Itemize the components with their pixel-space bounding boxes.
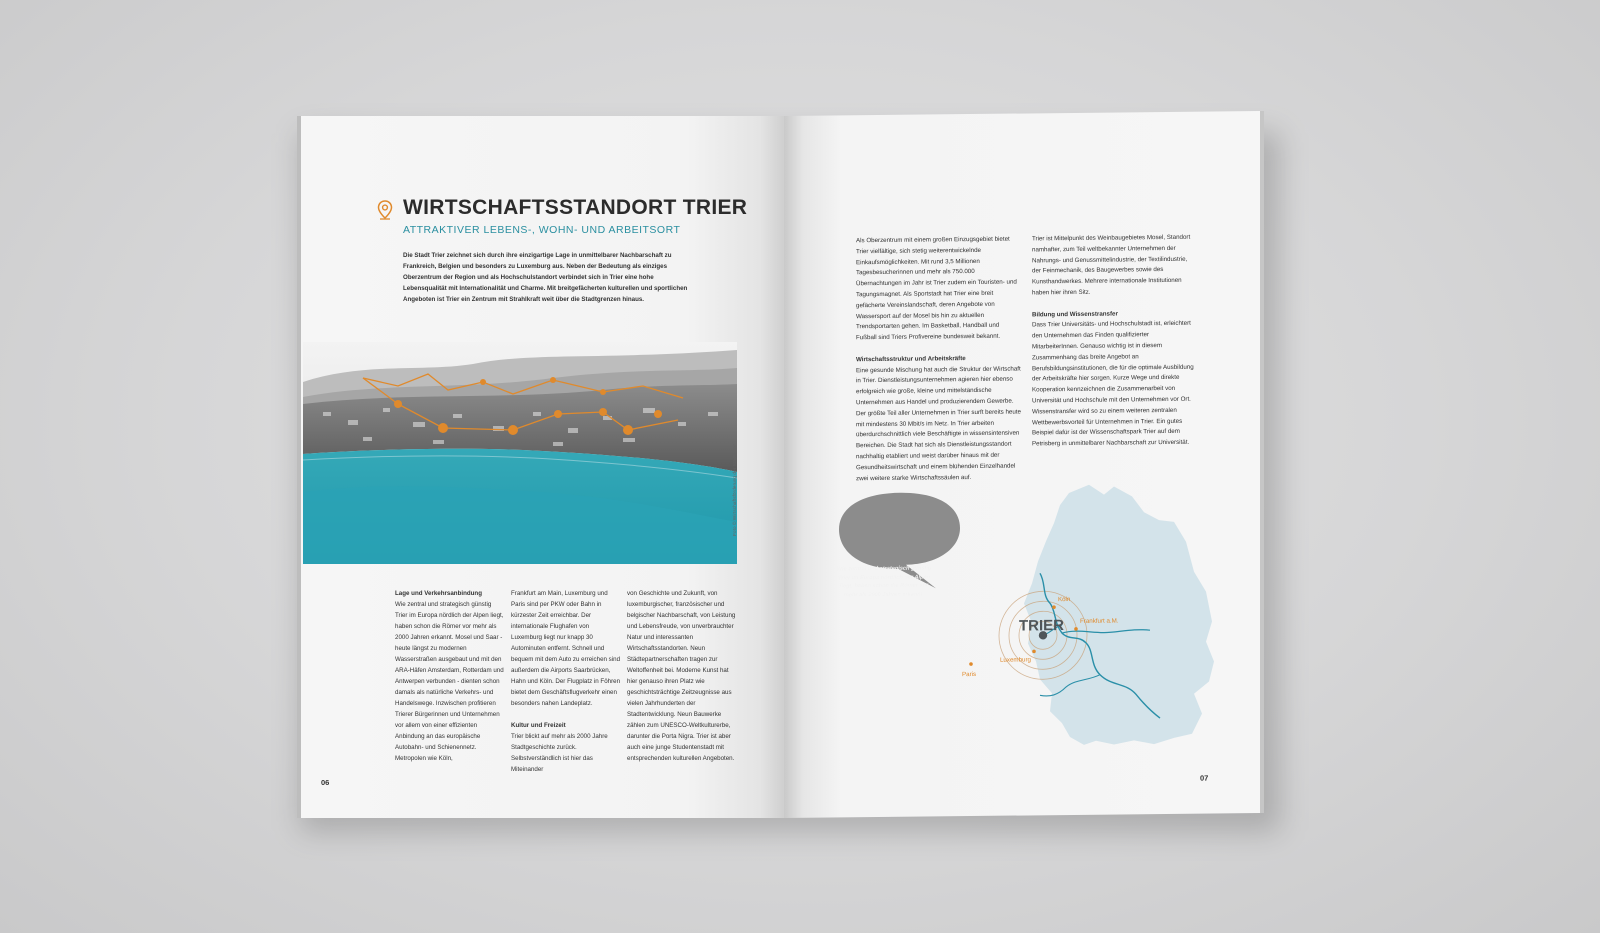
body-text: Eine gesunde Mischung hat auch die Struktur der Wirtschaft in Trier. Dienstleistungsunternehmen agieren hier ebenso erfolgreich wie große, kleine und mittelständische Unternehmen aus Handel und produzierendem Gewerbe. Der größte Teil aller Unternehmen in Trier surft bereits heute mit mindestens 30 Mbit/s im Netz. In Trier arbeiten überdurchschnittlich viele Beschäftigte in wissensintensiven Bereichen. Die Stadt hat sich als Dienstleistungsstandort nachhaltig etabliert und weist darüber hinaus mit der Gesundheitswirtschaft und einem blühenden Einzelhandel zwei weitere starke Wirtschaftssäulen auf. xyxy=(856,365,1021,482)
body-text: Frankfurt am Main, Luxemburg und Paris sind per PKW oder Bahn in kürzester Zeit erreichbar. Der internationale Flughafen von Luxemburg liegt nur knapp 30 Autominuten entfernt. Schnell und bequem mit dem Auto zu erreichen sind außerdem die Airports Saarbrücken, Hahn und Köln. Der Flugplatz in Föhren bietet dem Geschäftsflugverkehr einen besonders nahen Landeplatz. xyxy=(511,590,621,707)
section-heading: Lage und Verkehrsanbindung xyxy=(395,590,482,597)
germany-shape xyxy=(1024,483,1214,745)
text-column-3 xyxy=(627,588,737,764)
body-text: Als Oberzentrum mit einem großen Einzugsgebiet bietet Trier vielfältige, sich stetig weiterentwickelnde Einkaufsmöglichkeiten. Mit rund 3,5 Millionen Tagesbesucherinnen und mehr als 750.000 Übernachtungen im Jahr ist Trier zudem ein Touristen- und Tagungsmagnet. Als Sportstadt hat Trier eine breit gefächerte Vereinslandschaft, deren Angebote von Wassersport auf der Mosel bis hin zu aktuellen Trendsportarten gehen. Im Basketball, Handball und Fußball sind Triers Profivereine bundesweit bekannt. xyxy=(856,235,1017,342)
germany-map xyxy=(814,481,1234,785)
body-text: von Geschichte und Zukunft, von luxemburgischer, französischer und belgischer Nachbarschaft, von Leistung und Lebensfreude, von unverbrauchter Natur und interessanten Wirtschaftsstandorten. Neun Städtepartnerschaften tragen zur Weltoffenheit bei. Moderne Kunst hat hier genauso ihren Platz wie geschichtsträchtige Zeitzeugnisse aus vielen Jahrhunderten der Stadtentwicklung. Neun Bauwerke zählen zum UNESCO-Weltkulturerbe, darunter die Porta Nigra. Trier ist aber auch eine junge Studentenstadt mit entsprechenden kulturellen Angeboten. xyxy=(627,590,736,762)
paris-dot xyxy=(969,662,973,666)
text-column-1 xyxy=(395,588,505,764)
section-heading: Kultur und Freizeit xyxy=(511,722,566,729)
location-pin-icon xyxy=(377,200,393,220)
body-text: Trier ist Mittelpunkt des Weinbaugebietes Mosel, Standort namhafter, zum Teil weltbekannter Unternehmen der Nahrungs- und Genussmittelindustrie, der Textilindustrie, der Feinmechanik, des Baugewerbes sowie des Kunsthandwerkes. Mehrere internationale Institutionen haben hier ihren Sitz. xyxy=(1032,233,1191,297)
map-label-frankfurt: Frankfurt a.M. xyxy=(1080,617,1119,625)
map-label-luxemburg: Luxemburg xyxy=(1000,656,1031,664)
text-column-2 xyxy=(511,588,621,775)
left-page xyxy=(297,116,784,818)
body-text: Dass Trier Universitäts- und Hochschulstadt ist, erleichtert den Unternehmen das Finden qualifizierter MitarbeiterInnen. Genauso wichtig ist in diesem Zusammenhang das breite Angebot an Berufsbildungsinstitutionen, die für die optimale Ausbildung der Arbeitskräfte hier sorgen. Kurze Wege und direkte Kooperation kennzeichnen die Zusammenarbeit von Universität und Hochschule mit den Unternehmen vor Ort. Wissenstransfer wird so zu einem weiteren zentralen Wettbewerbsvorteil für Unternehmen in Trier. Ein gutes Beispiel dafür ist der Wissenschaftspark Trier auf dem Petrisberg in unmittelbarer Nachbarschaft zur Universität. xyxy=(1032,320,1194,448)
page-subtitle: ATTRAKTIVER LEBENS-, WOHN- UND ARBEITSORT xyxy=(403,224,681,236)
page-number: 06 xyxy=(321,778,330,787)
section-heading: Bildung und Wissenstransfer xyxy=(1032,310,1118,318)
map-label-paris: Paris xyxy=(962,670,977,679)
map-label-koeln: Köln xyxy=(1058,596,1071,604)
text-column-1 xyxy=(856,235,1021,485)
text-column-2 xyxy=(1032,233,1197,451)
body-text: Trier blickt auf mehr als 2000 Jahre Stadtgeschichte zurück. Selbstverständlich ist hier das Miteinander xyxy=(511,733,608,773)
map-label-trier: TRIER xyxy=(1019,617,1064,635)
section-heading: Wirtschaftsstruktur und Arbeitskräfte xyxy=(856,354,966,364)
right-page xyxy=(784,111,1264,818)
page-title: WIRTSCHAFTSSTANDORT TRIER xyxy=(403,196,748,219)
photo-credit: Foto © Wirtschaftsförderung der Stadt Trier xyxy=(733,444,738,536)
body-text: Wie zentral und strategisch günstig Trier im Europa nördlich der Alpen liegt, haben schon die Römer vor mehr als 2000 Jahren erkannt. Mosel und Saar - heute längst zu modernen Wasserstraßen ausgebaut und mit den ARA-Häfen Amsterdam, Rotterdam und Antwerpen verbunden - dienten schon damals als natürliche Verkehrs- und Handelswege. Inzwischen profitieren Trierer Bürgerinnen und Unternehmen vor allem von einer effizienten Anbindung an das europäische Autobahn- und Schienennetz. Metropolen wie Köln, xyxy=(395,601,504,762)
page-number: 07 xyxy=(1200,773,1209,783)
speech-bubble-text: Wie zentral und strategisch günstig Trier im Europa nördlich der Alpen liegt, haben schon die Römer vor mehr als 2000 Jahren erkannt. xyxy=(836,565,932,598)
aerial-city-photo xyxy=(303,342,737,564)
intro-paragraph: Die Stadt Trier zeichnet sich durch ihre einzigartige Lage in unmittelbarer Nachbarschaft zu Frankreich, Belgien und besonders zu Luxemburg aus. Neben der Bedeutung als einziges Oberzentrum der Region und als Hochschulstandort verbindet sich in Trier eine hohe Lebensqualität mit Internationalität und Charme. Mit breitgefächerten kulturellen und sportlichen Angeboten ist Trier ein Zentrum mit Strahlkraft weit über die Stadtgrenzen hinaus. xyxy=(403,252,688,303)
